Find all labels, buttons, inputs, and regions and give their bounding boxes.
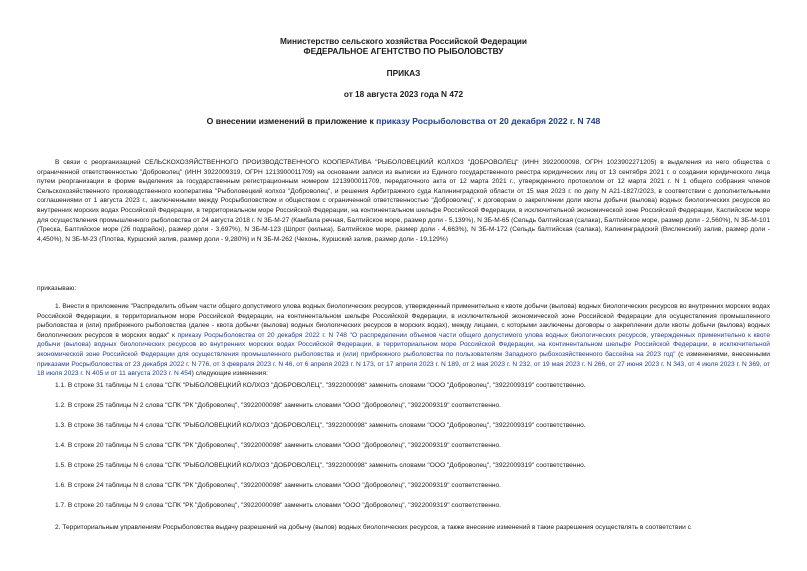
title-link[interactable]: приказу Росрыболовства от 20 декабря 2022 г. N 748 <box>376 116 601 126</box>
paragraph-1-text: 1. Внести в приложение "Распределить объем части общего допустимого улова водных биологических ресурсов, утвержденный применительно к квоте добычи (вылова) водных биологических ресурсов во внутренних морских водах Российской Федерации, в территориальном море Российской Федерации, на континентальном шельфе Российской Федерации, в исключительной экономической зоне Российской Федерации для осуществления промышленного рыболовства и (или) прибрежного рыболовства (далее - квота добычи (вылова) водных биологических ресурсов в морских водах), между лицами, с которыми заключены договоры о закреплении доли квоты добычи (вылова) водных биологических ресурсов в морских водах" к <box>37 303 770 339</box>
document-type: ПРИКАЗ <box>386 68 421 78</box>
list-item: 1.6. В строке 24 таблицы N 8 слова "СПК "РК "Доброволец", "3922000098" заменить словами "ООО "Доброволец", "3922009319" соответственно. <box>55 482 502 489</box>
amending-orders-link[interactable]: приказами Росрыболовства от 23 декабря 2022 г. N 776, от 3 февраля 2023 г. N 46, от 6 апреля 2023 г. N 173, от 17 апреля 2023 г. N 189, от 2 мая 2023 г. N 232, от 19 мая 2023 г. N 266, от 27 июня 2023 г. N 343, от 4 июля 2023 г. N 369, от 18 июля 2023 г. N 405 и от 11 августа 2023 г. N 454 <box>37 360 770 378</box>
paragraph-1 <box>37 302 770 379</box>
list-item: 1.4. В строке 20 таблицы N 5 слова "СПК "РК "Доброволец", "3922000098" заменить словами "ООО "Доброволец", "3922009319" соответственно. <box>55 442 502 449</box>
document-title <box>0 116 807 126</box>
list-item: 1.5. В строке 25 таблицы N 6 слова "СПК "РЫБОЛОВЕЦКИЙ КОЛХОЗ "ДОБРОВОЛЕЦ", "3922000098" заменить словами "ООО "Доброволец", "3922009319" соответственно. <box>55 462 586 469</box>
list-item: 1.7. В строке 20 таблицы N 9 слова "СПК "РК "Доброволец", "3922000098" заменить словами "ООО "Доброволец", "3922009319" соответственно. <box>55 502 502 509</box>
preamble-paragraph: В связи с реорганизацией СЕЛЬСКОХОЗЯЙСТВЕННОГО ПРОИЗВОДСТВЕННОГО КООПЕРАТИВА "РЫБОЛОВЕЦКИЙ КОЛХОЗ "ДОБРОВОЛЕЦ" (ИНН 3922000098, ОГРН 1023902271205) в выделения из него общества с ограниченной ответственностью "Доброволец" (ИНН 3922009319, ОГРН 1213900011709) на основании записи из выписки из Единого государственного реестра юридических лиц от 13 сентября 2021 г. о создании юридического лица путем реорганизации в форме выделения за государственным регистрационным номером 1213900011709, передаточного акта от 12 марта 2021 г., утвержденного протоколом от 12 марта 2021 г. N 1 общего собрания членов Сельскохозяйственного производственного кооператива "Рыболовецкий колхоз "Доброволец", и решения Арбитражного суда Калининградской области от 15 мая 2023 г. по делу N А21-1827/2023, в соответствии с дополнительными соглашениями от 1 августа 2023 г., заключенными между Росрыболовством и обществом с ограниченной ответственностью "Доброволец", к договорам о закреплении доли квоты добычи (вылова) водных биологических ресурсов во внутренних морских водах Российской Федерации, в территориальном море Российской Федерации, на континентальном шельфе Российской Федерации, в исключительной экономической зоне Российской Федерации, Каспийском море для осуществления промышленного рыболовства от 24 августа 2018 г. N ЗБ-М-27 (Камбала речная, Балтийское море, размер доли - 5,139%), N ЗБ-М-65 (Сельдь балтийская (салака), Балтийское море, размер доли - 2,560%), N ЗБ-М-101 (Треска, Балтийское море (26 подрайон), размер доли - 3,697%), N ЗБ-М-123 (Шпрот (килька), Балтийское море, размер доли - 4,663%), N ЗБ-М-172 (Сельдь балтийская (салака), Калининградский (Висленский) залив, размер доли - 4,450%), N ЗБ-М-23 (Плотва, Куршский залив, размер доли - 9,280%) и N ЗБ-М-262 (Чехонь, Куршский залив, размер доли - 19,129%) <box>37 159 770 243</box>
list-item: 1.1. В строке 31 таблицы N 1 слова "СПК "РЫБОЛОВЕЦКИЙ КОЛХОЗ "ДОБРОВОЛЕЦ", "3922000098" заменить словами "ООО "Доброволец", "3922009319" соответственно. <box>55 382 586 389</box>
paragraph-1-text-3: ) следующие изменения: <box>191 370 268 378</box>
title-prefix: О внесении изменений в приложение к <box>206 116 377 126</box>
list-item: 1.3. В строке 36 таблицы N 4 слова "СПК "РЫБОЛОВЕЦКИЙ КОЛХОЗ "ДОБРОВОЛЕЦ", "3922000098" заменить словами "ООО "Доброволец", "3922009319" соответственно. <box>55 422 586 429</box>
paragraph-1-text-2: (с изменениями, внесенными <box>675 350 770 358</box>
paragraph-2: 2. Территориальным управлениям Росрыболовства выдачу разрешений на добычу (вылов) водных биологических ресурсов, а также внесение изменений в такие разрешения осуществлять в соответствии с <box>55 524 691 531</box>
agency-name: ФЕДЕРАЛЬНОЕ АГЕНТСТВО ПО РЫБОЛОВСТВУ <box>303 46 504 56</box>
order-word: приказываю: <box>37 285 77 292</box>
ministry-name: Министерство сельского хозяйства Российской Федерации <box>280 36 527 46</box>
order-748-link[interactable]: приказу Росрыболовства от 20 декабря 2022 г. N 748 "О распределении объемов части общего допустимого улова водных биологических ресурсов, утвержденных применительно к квоте добычи (вылова) водных биологических ресурсов во внутренних морских водах Российской Федерации, в территориальном море Российской Федерации, на континентальном шельфе Российской Федерации, в исключительной экономической зоне Российской Федерации для осуществления промышленного рыболовства и (или) прибрежного рыболовства по пользователям Западного рыбохозяйственного бассейна на 2023 год" <box>37 331 770 358</box>
list-item: 1.2. В строке 25 таблицы N 2 слова "СПК "РК "Доброволец", "3922000098" заменить словами "ООО "Доброволец", "3922009319" соответственно. <box>55 402 502 409</box>
document-date-number: от 18 августа 2023 года N 472 <box>343 89 464 99</box>
